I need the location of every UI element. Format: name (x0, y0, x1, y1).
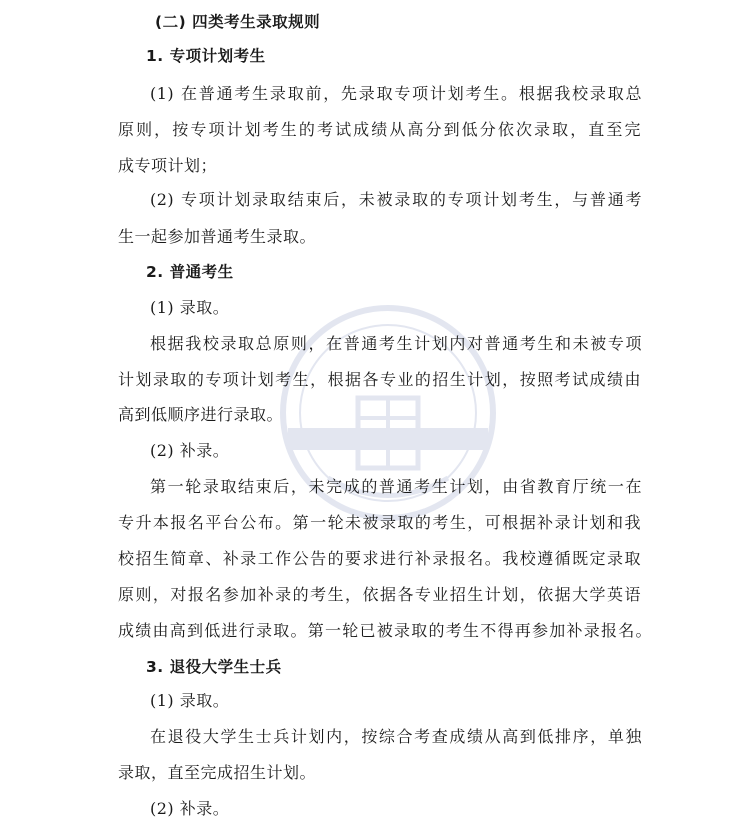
subheading-admission: (1) 录取。 (150, 298, 230, 317)
paragraph-line: 录取，直至完成招生计划。 (118, 763, 317, 782)
subheading-supplementary: (2) 补录。 (150, 441, 230, 460)
paragraph-line: 计划录取的专项计划考生，根据各专业的招生计划，按照考试成绩由 (118, 370, 641, 389)
heading-regular-candidates: 2. 普通考生 (146, 263, 234, 281)
paragraph-line: 根据我校录取总原则，在普通考生计划内对普通考生和未被专项 (150, 334, 642, 353)
paragraph-line: 原则，对报名参加补录的考生，依据各专业招生计划，依据大学英语 (118, 585, 641, 604)
paragraph-line: 生一起参加普通考生录取。 (118, 227, 317, 246)
paragraph-line: 高到低顺序进行录取。 (118, 405, 284, 424)
paragraph-line: (1) 在普通考生录取前，先录取专项计划考生。根据我校录取总 (150, 84, 642, 103)
paragraph-line: 专升本报名平台公布。第一轮未被录取的考生，可根据补录计划和我 (118, 513, 641, 532)
paragraph-line: (2) 专项计划录取结束后，未被录取的专项计划考生，与普通考 (150, 190, 642, 209)
paragraph-line: 第一轮录取结束后，未完成的普通考生计划，由省教育厅统一在 (150, 477, 642, 496)
section-title: (二) 四类考生录取规则 (155, 13, 321, 31)
paragraph-line: 在退役大学生士兵计划内，按综合考查成绩从高到低排序，单独 (150, 727, 642, 746)
heading-veteran-students: 3. 退役大学生士兵 (146, 658, 282, 676)
paragraph-line: 成专项计划； (118, 156, 218, 175)
subheading-admission: (1) 录取。 (150, 691, 230, 710)
paragraph-line: 原则，按专项计划考生的考试成绩从高分到低分依次录取，直至完 (118, 120, 641, 139)
subheading-supplementary: (2) 补录。 (150, 799, 230, 818)
paragraph-line: 校招生简章、补录工作公告的要求进行补录报名。我校遵循既定录取 (118, 549, 641, 568)
paragraph-line: 成绩由高到低进行录取。第一轮已被录取的考生不得再参加补录报名。 (118, 621, 652, 640)
heading-special-plan: 1. 专项计划考生 (146, 47, 266, 65)
